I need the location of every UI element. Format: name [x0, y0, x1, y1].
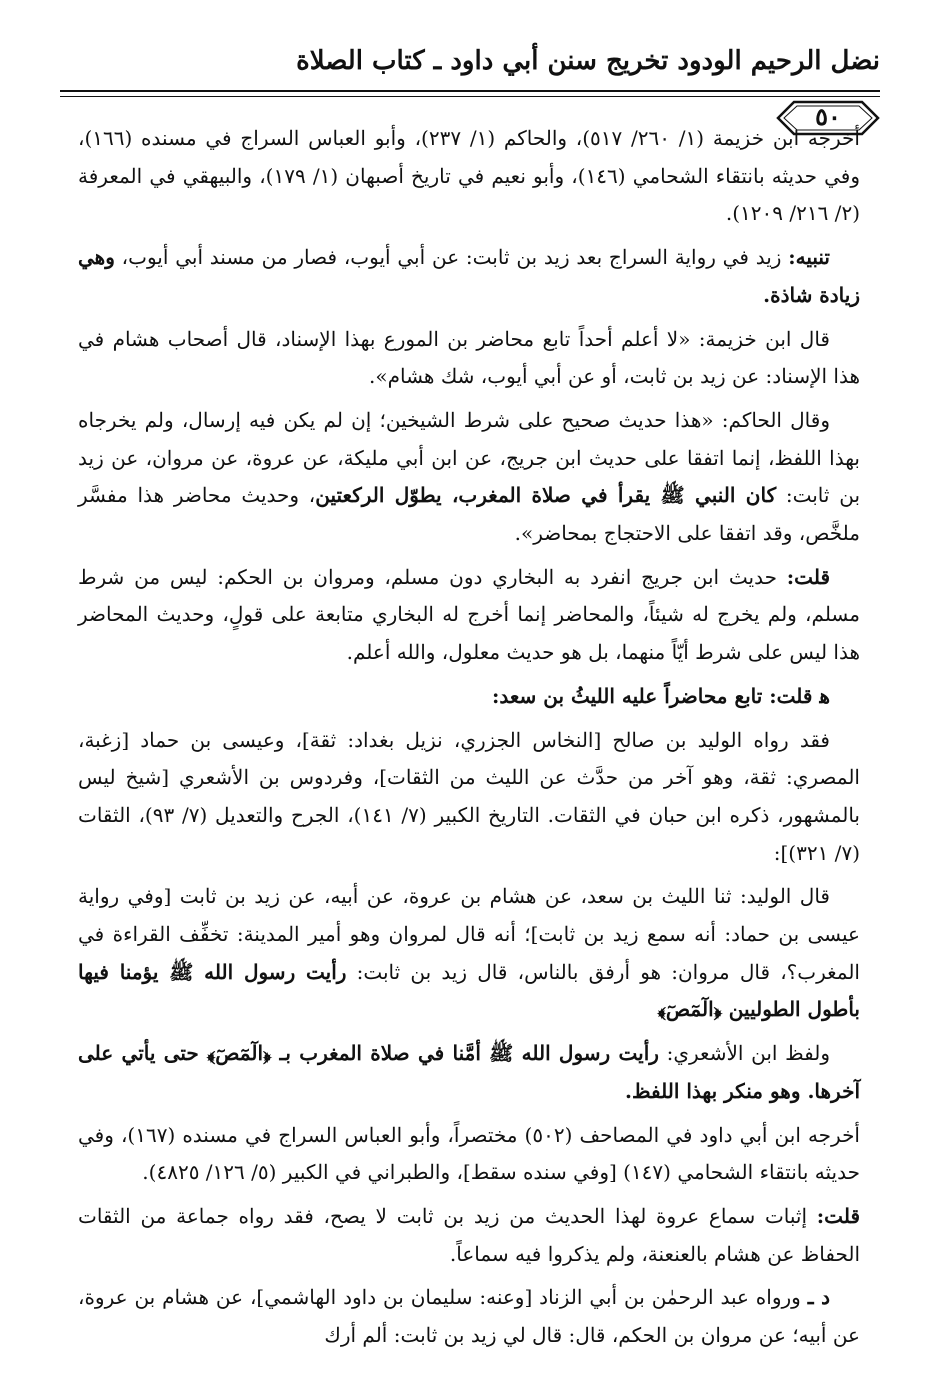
paragraph: د ـ ورواه عبد الرحمٰن بن أبي الزناد [وعنه: سليمان بن داود الهاشمي]، عن هشام بن عروة، عن أبيه؛ عن مروان بن الحكم، قال: قال لي زيد بن ثابت: ألم أرك [78, 1285, 860, 1348]
running-header [60, 40, 880, 131]
paragraph: تنبيه: زيد في رواية السراج بعد زيد بن ثابت: عن أبي أيوب، فصار من مسند أبي أيوب، وهي زيادة شاذة. [78, 245, 860, 307]
note-label: تنبيه: [788, 245, 830, 270]
paragraph: قال الوليد: ثنا الليث بن سعد، عن هشام بن عروة، عن أبيه، عن زيد بن ثابت [وفي رواية عيسى بن حماد: أنه سمع زيد بن ثابت]؛ أنه قال لمروان وهو أمير المدينة: تخفِّف القراءة في المغرب؟، قال مروان: هو أرفق بالناس، قال زيد بن ثابت: رأيت رسول الله ﷺ يؤمنا فيها بأطول الطوليين ﴿الٓمٓصٓ﴾ [78, 884, 860, 1022]
paragraph: قلت: حديث ابن جريج انفرد به البخاري دون مسلم، ومروان بن الحكم: ليس من شرط مسلم، ولم يخرج له شيئاً، والمحاضر إنما أخرج له البخاري متابعة على قولٍ، وحديث المحاضر هذا ليس على شرط أيّاً منهما، بل هو حديث معلول، والله أعلم. [78, 564, 860, 665]
paragraph: أخرجه ابن أبي داود في المصاحف (٥٠٢) مختصراً، وأبو العباس السراج في مسنده (١٦٧)، وفي حديثه بانتقاء الشحامي (١٤٧) [وفي سنده سقط]، والطبراني في الكبير (٥/ ١٢٦/ ٤٨٢٥). [78, 1122, 860, 1185]
paragraph: قلت: إثبات سماع عروة لهذا الحديث من زيد بن ثابت لا يصح، فقد رواه جماعة من الثقات الحفاظ عن هشام بالعنعنة، ولم يذكروا فيه سماعاً. [78, 1203, 860, 1266]
section-heading: ﻫ قلت: تابع محاضراً عليه الليثُ بن سعد: [492, 683, 830, 708]
paragraph: فقد رواه الوليد بن صالح [النخاس الجزري، نزيل بغداد: ثقة]، وعيسى بن حماد [زغبة، المصري: ثقة، وهو آخر من حدَّث عن الليث من الثقات]، وفردوس بن الأشعري [شيخ ليس بالمشهور، ذكره ابن حبان في الثقات. التاريخ الكبير (٧/ ١٤١)، الجرح والتعديل (٧/ ٩٣)، الثقات (٧/ ٣٢١)]: [78, 727, 860, 865]
note-label: قلت: [786, 564, 830, 589]
header-title: نضل الرحيم الودود تخريج سنن أبي داود ـ كتاب الصلاة [296, 46, 880, 76]
section-marker: د ـ [807, 1285, 831, 1310]
header-rule [60, 90, 880, 97]
paragraph: وقال الحاكم: «هذا حديث صحيح على شرط الشيخين؛ إن لم يكن فيه إرسال، ولم يخرجاه بهذا اللفظ، إنما اتفقا على حديث ابن جريج، عن ابن أبي مليكة، عن عروة، عن مروان، عن زيد بن ثابت: كان النبي ﷺ يقرأ في صلاة المغرب، يطوّل الركعتين، وحديث محاضر هذا مفسَّر ملخَّص، وقد اتفقا على الاحتجاج بمحاضر». [78, 407, 861, 546]
paragraph: قال ابن خزيمة: «لا أعلم أحداً تابع محاضر بن المورع بهذا الإسناد، قال أصحاب هشام في هذا الإسناد: عن زيد بن ثابت، أو عن أبي أيوب، شك هشام». [78, 326, 860, 389]
main-text [78, 120, 860, 1361]
page-number: ٥٠ [815, 102, 841, 131]
paragraph: ولفظ ابن الأشعري: رأيت رسول الله ﷺ أمَّنا في صلاة المغرب بـ ﴿الٓمٓصٓ﴾ حتى يأتي على آخرها. وهو منكر بهذا اللفظ. [78, 1041, 860, 1103]
paragraph: أخرجه ابن خزيمة (١/ ٢٦٠/ ٥١٧)، والحاكم (١/ ٢٣٧)، وأبو العباس السراج في مسنده (١٦٦)، وفي حديثه بانتقاء الشحامي (١٤٦)، وأبو نعيم في تاريخ أصبهان (١/ ١٧٩)، والبيهقي في المعرفة (٢/ ٢١٦/ ١٢٠٩). [78, 126, 861, 226]
note-label: قلت: [816, 1203, 860, 1228]
